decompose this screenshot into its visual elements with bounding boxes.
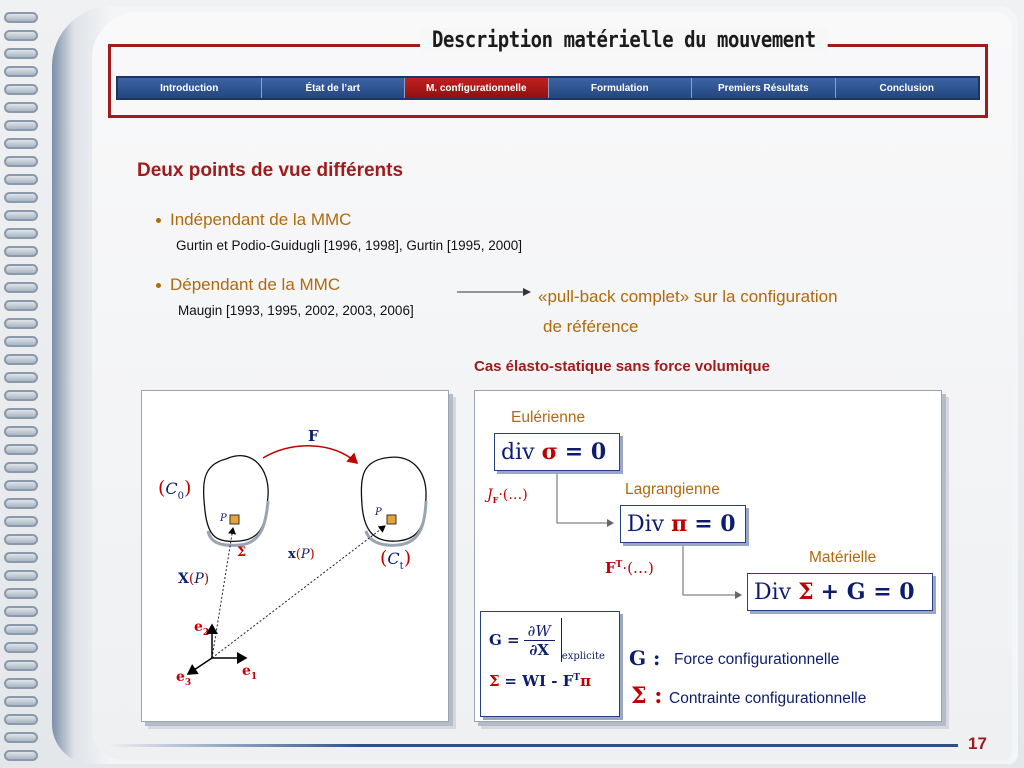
- nav-conclusion[interactable]: Conclusion: [836, 78, 979, 98]
- label-Ct-sub: t: [399, 560, 404, 572]
- reference-body: [204, 456, 269, 542]
- text-force-configurationnelle: Force configurationnelle: [674, 651, 840, 668]
- label-C0-letter: C: [165, 479, 178, 498]
- page-number: 17: [968, 734, 987, 753]
- label-P-reference: P: [220, 513, 227, 524]
- bullet-independant: [156, 210, 351, 230]
- pullback-line-2: de référence: [543, 317, 639, 336]
- label-F: F: [308, 427, 319, 445]
- nav-m-configurationnelle[interactable]: M. configurationnelle: [405, 78, 549, 98]
- label-xP: x(P): [288, 547, 315, 562]
- equations-panel: [474, 390, 942, 722]
- bullet-text: Indépendant de la MMC: [170, 210, 352, 229]
- operator-ft: $F^T\cdot(\dots)$: [605, 559, 654, 577]
- label-e2: $e_2$: [194, 619, 210, 638]
- label-lagrangienne: Lagrangienne: [625, 481, 720, 498]
- section-heading: Deux points de vue différents: [137, 160, 404, 181]
- symbol-G: G :: [629, 646, 661, 670]
- connector-lagrangian-material: [683, 543, 741, 595]
- label-Ct: $(C_t)$: [380, 547, 412, 572]
- pullback-line-1: «pull-back complet» sur la configuration: [538, 287, 838, 306]
- fraction: $\frac{\partial W}{\partial X}$: [524, 622, 555, 659]
- label-x: x: [288, 547, 296, 562]
- bullet-dot: [156, 218, 161, 223]
- equation-material: Div Σ + G = 0: [747, 573, 933, 611]
- arrow-to-pullback: [455, 284, 535, 300]
- nav-etat-de-lart[interactable]: État de l’art: [262, 78, 406, 98]
- position-vector-X: [212, 528, 233, 658]
- label-Ct-letter: C: [387, 549, 400, 568]
- axis-e3: [188, 658, 212, 674]
- case-subheading: Cas élasto-statique sans force volumique: [474, 358, 770, 375]
- footer-line: [108, 744, 958, 747]
- definitions-box: [480, 611, 620, 717]
- point-p-reference: [230, 515, 239, 524]
- label-X-point: P: [194, 571, 204, 587]
- operator-jf: $J_F\cdot(\dots)$: [487, 487, 528, 505]
- label-e3: $e_3$: [176, 669, 192, 688]
- reference-gurtin: Gurtin et Podio-Guidugli [1996, 1998], Gurtin [1995, 2000]: [176, 238, 522, 253]
- equation-eulerian: div σ = 0: [494, 433, 620, 471]
- definition-Sigma: Σ = WI - $F^T\pi$: [489, 672, 592, 690]
- label-XP: X(P): [178, 571, 210, 587]
- bullet-dependant: [156, 275, 340, 295]
- kinematics-diagram-panel: [141, 390, 449, 722]
- nav-premiers-resultats[interactable]: Premiers Résultats: [692, 78, 836, 98]
- label-C0: $(C_0)$: [158, 477, 192, 502]
- label-eulerienne: Eulérienne: [511, 409, 586, 426]
- nav-introduction[interactable]: Introduction: [118, 78, 262, 98]
- label-P-current: P: [375, 507, 382, 518]
- connector-eulerian-lagrangian: [557, 471, 613, 523]
- label-materielle: Matérielle: [809, 549, 877, 566]
- current-body: [361, 457, 426, 541]
- bullet-dot: [156, 283, 161, 288]
- nav-formulation[interactable]: Formulation: [549, 78, 693, 98]
- definition-G: G = $\frac{\partial W}{\partial X}$ explicite: [489, 618, 611, 662]
- navigation-bar: [116, 76, 980, 100]
- label-Sigma: Σ: [237, 545, 247, 560]
- slide-title: Description matérielle du mouvement: [420, 28, 828, 53]
- bullet-text: Dépendant de la MMC: [170, 275, 341, 294]
- equation-lagrangian: Div π = 0: [620, 505, 746, 543]
- label-X: X: [178, 571, 189, 587]
- reference-maugin: Maugin [1993, 1995, 2002, 2003, 2006]: [178, 303, 414, 318]
- text-contrainte-configurationnelle: Contrainte configurationnelle: [669, 690, 867, 707]
- transformation-arrow: [263, 446, 357, 463]
- point-p-current: [387, 515, 396, 524]
- label-x-point: P: [300, 547, 310, 562]
- symbol-Sigma: Σ :: [631, 683, 663, 709]
- label-e1: $e_1$: [242, 663, 258, 682]
- label-C0-sub: 0: [177, 490, 185, 502]
